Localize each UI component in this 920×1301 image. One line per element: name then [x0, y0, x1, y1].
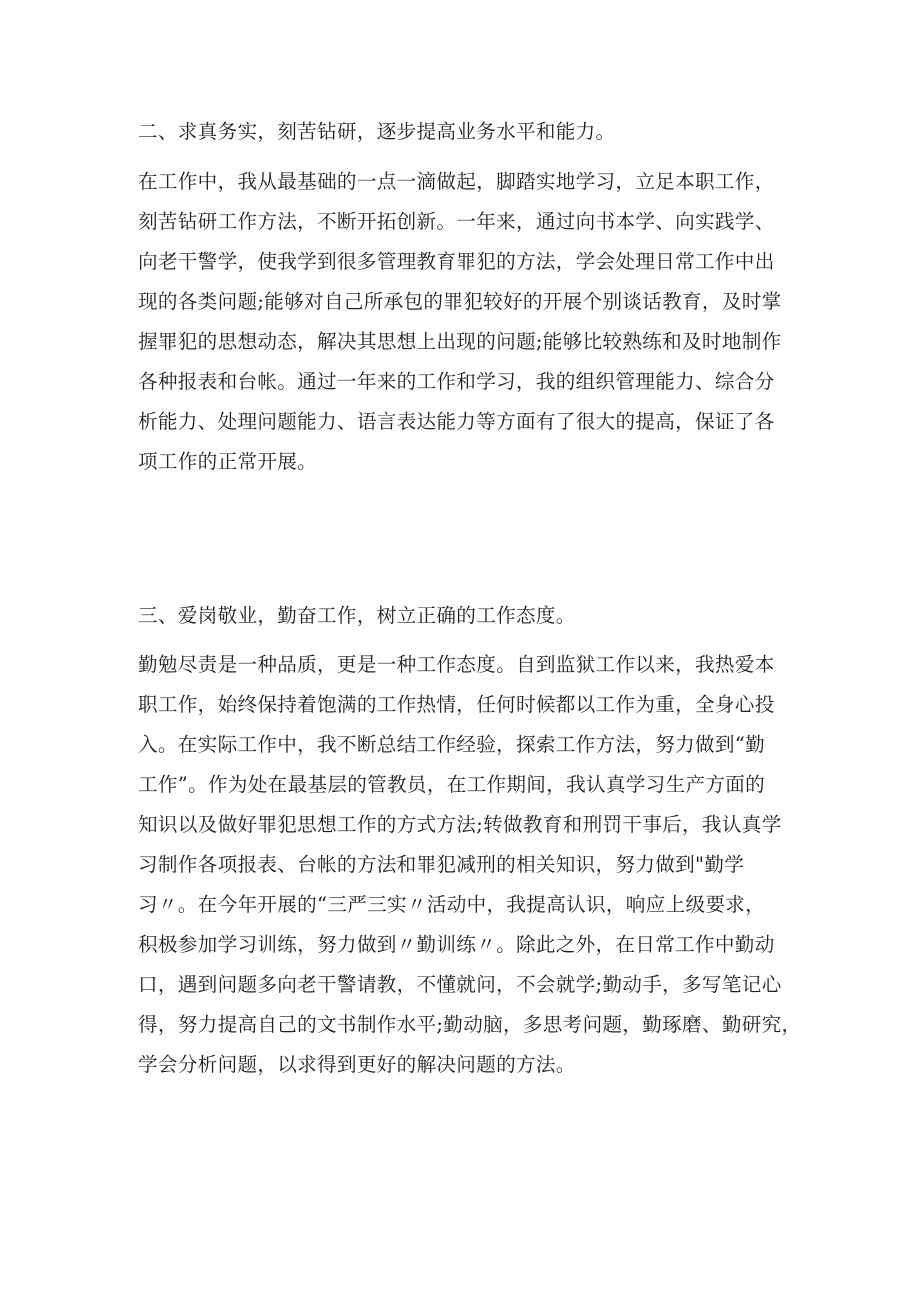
body-line: 析能力、处理问题能力、语言表达能力等方面有了很大的提高，保证了各 — [138, 410, 775, 433]
body-line: 项工作的正常开展。 — [138, 450, 318, 473]
body-line: 现的各类问题;能够对自己所承包的罪犯较好的开展个别谈话教育，及时掌 — [138, 290, 782, 313]
body-line: 工作”。作为处在最基层的管教员，在工作期间，我认真学习生产方面的 — [138, 773, 766, 796]
body-line: 入。在实际工作中，我不断总结工作经验，探索工作方法，努力做到“勤 — [138, 733, 766, 756]
body-line: 习制作各项报表、台帐的方法和罪犯减刑的相关知识，努力做到"勤学 — [138, 853, 745, 876]
section-2-heading: 二、求真务实，刻苦钻研，逐步提高业务水平和能力。 — [138, 120, 616, 143]
body-line: 勤勉尽责是一种品质，更是一种工作态度。自到监狱工作以来，我热爱本 — [138, 653, 775, 676]
section-3-heading: 三、爱岗敬业，勤奋工作，树立正确的工作态度。 — [138, 604, 576, 627]
body-line: 职工作，始终保持着饱满的工作热情，任何时候都以工作为重，全身心投 — [138, 693, 775, 716]
body-line: 向老干警学，使我学到很多管理教育罪犯的方法，学会处理日常工作中出 — [138, 250, 775, 273]
body-line: 得，努力提高自己的文书制作水平;勤动脑，多思考问题，勤琢磨、勤研究， — [138, 1013, 802, 1036]
body-line: 握罪犯的思想动态，解决其思想上出现的问题;能够比较熟练和及时地制作 — [138, 330, 782, 353]
body-line: 在工作中，我从最基础的一点一滴做起，脚踏实地学习，立足本职工作， — [138, 170, 775, 193]
body-line: 习〃。在今年开展的“三严三实〃活动中，我提高认识，响应上级要求， — [138, 893, 766, 916]
body-line: 刻苦钻研工作方法，不断开拓创新。一年来，通过向书本学、向实践学、 — [138, 210, 775, 233]
body-line: 口，遇到问题多向老干警请教，不懂就问，不会就学;勤动手，多写笔记心 — [138, 973, 782, 996]
body-line: 知识以及做好罪犯思想工作的方式方法;转做教育和刑罚干事后，我认真学 — [138, 813, 782, 836]
body-line: 各种报表和台帐。通过一年来的工作和学习，我的组织管理能力、综合分 — [138, 370, 775, 393]
body-line: 学会分析问题，以求得到更好的解决问题的方法。 — [138, 1053, 576, 1076]
section-3-body — [138, 645, 802, 1085]
body-line: 积极参加学习训练，努力做到〃勤训练〃。除此之外，在日常工作中勤动 — [138, 933, 775, 956]
section-2-body — [138, 162, 798, 482]
